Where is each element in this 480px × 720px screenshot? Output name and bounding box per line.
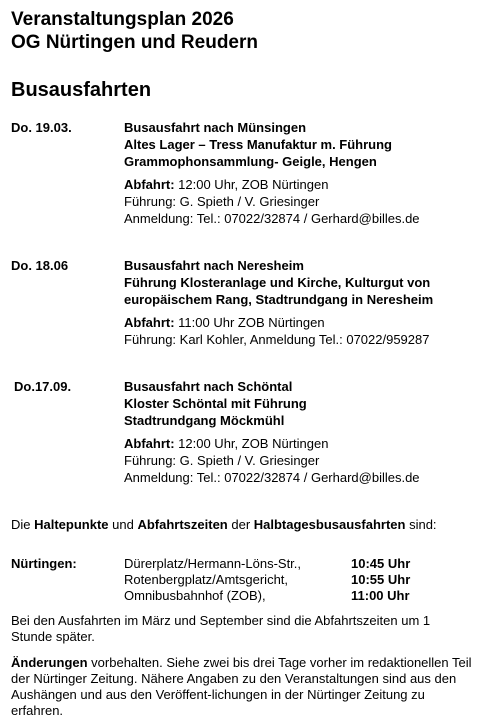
stop-row: [124, 572, 476, 588]
stop-time: 10:55 Uhr: [351, 572, 411, 587]
stops-intro: [11, 517, 473, 533]
intro-bold: Halbtagesbusausfahrten: [253, 517, 406, 532]
intro-text: Die: [11, 517, 35, 532]
event-title: Busausfahrt nach Neresheim: [124, 258, 304, 273]
event-date: Do.17.09.: [14, 379, 72, 394]
stop-time: 10:45 Uhr: [351, 556, 411, 571]
event-title: Busausfahrt nach Münsingen: [124, 120, 307, 135]
changes-note: [11, 655, 473, 719]
departure-value: 11:00 Uhr ZOB Nürtingen: [174, 315, 325, 330]
guide-line: Führung: G. Spieth / V. Griesinger: [124, 453, 320, 468]
section-title: Busausfahrten: [11, 79, 152, 101]
registration-line: Anmeldung: Tel.: 07022/32874 / Gerhard@billes.de: [124, 470, 420, 485]
event-subtitle: Altes Lager – Tress Manufaktur m. Führung: [124, 137, 392, 152]
departure-line: [124, 314, 476, 331]
event-title: Busausfahrt nach Schöntal: [124, 379, 293, 394]
event-body: [124, 119, 476, 227]
stop-place: Dürerplatz/Hermann-Löns-Str.,: [124, 556, 302, 571]
registration-line: Anmeldung: Tel.: 07022/32874 / Gerhard@billes.de: [124, 211, 420, 226]
guide-line: Führung: G. Spieth / V. Griesinger: [124, 194, 320, 209]
event-body: [124, 378, 476, 486]
intro-text: sind:: [405, 517, 437, 532]
event-subtitle: Stadtrundgang Möckmühl: [124, 413, 285, 428]
stop-row: [124, 588, 476, 604]
stop-row: [124, 556, 476, 572]
event-date: Do. 18.06: [11, 258, 69, 273]
departure-label: Abfahrt:: [124, 436, 175, 451]
departure-label: Abfahrt:: [124, 315, 175, 330]
times-note: Bei den Ausfahrten im März und September sind die Abfahrtszeiten um 1 Stunde später.: [11, 613, 431, 644]
departure-line: [124, 176, 476, 193]
departure-value: 12:00 Uhr, ZOB Nürtingen: [174, 436, 329, 451]
intro-text: der: [227, 517, 254, 532]
event-body: [124, 257, 476, 348]
intro-text: und: [108, 517, 138, 532]
departure-value: 12:00 Uhr, ZOB Nürtingen: [174, 177, 329, 192]
departure-line: [124, 435, 476, 452]
intro-bold: Abfahrtszeiten: [137, 517, 228, 532]
event-details: [124, 176, 476, 227]
changes-text: vorbehalten. Siehe zwei bis drei Tage vorher im redaktionellen Teil der Nürtinger Zeitung. Nähere Angaben zu den Veranstaltungen sind aus den Aushängen und aus den Veröffent-lichungen in der Nürtinger Zeitung zu erfahren.: [11, 655, 472, 718]
event-details: [124, 314, 476, 348]
title-line-1: Veranstaltungsplan 2026: [11, 9, 234, 30]
departure-label: Abfahrt:: [124, 177, 175, 192]
event-subtitle: Kloster Schöntal mit Führung: [124, 396, 307, 411]
changes-bold: Änderungen: [11, 655, 88, 670]
event-details: [124, 435, 476, 486]
event-subtitle: Grammophonsammlung- Geigle, Hengen: [124, 154, 377, 169]
event-subtitle: Führung Klosteranlage und Kirche, Kulturgut von europäischem Rang, Stadtrundgang in Neresheim: [124, 275, 434, 307]
stop-place: Omnibusbahnhof (ZOB),: [124, 588, 266, 603]
stop-time: 11:00 Uhr: [351, 588, 410, 603]
document-title: [11, 8, 258, 54]
title-line-2: OG Nürtingen und Reudern: [11, 32, 258, 53]
stops-city-label: Nürtingen:: [11, 556, 77, 571]
intro-bold: Haltepunkte: [34, 517, 109, 532]
stop-place: Rotenbergplatz/Amtsgericht,: [124, 572, 289, 587]
event-date: Do. 19.03.: [11, 120, 72, 135]
guide-line: Führung: Karl Kohler, Anmeldung Tel.: 07022/959287: [124, 332, 430, 347]
